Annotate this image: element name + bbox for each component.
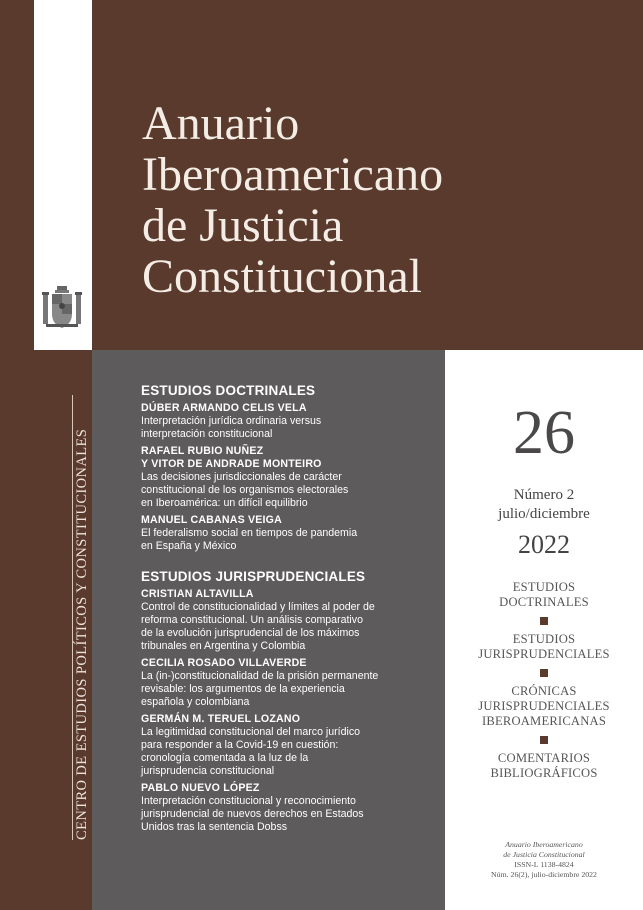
- citation-line: de Justicia Constitucional: [503, 850, 585, 859]
- article-title-line: en España y México: [141, 540, 237, 552]
- section-item-line: JURISPRUDENCIALES: [478, 647, 610, 661]
- article-author: MANUEL CABANAS VEIGA: [141, 514, 282, 526]
- citation-block: [445, 840, 643, 880]
- section-item-line: JURISPRUDENCIALES: [478, 699, 610, 713]
- square-bullet-icon: [540, 669, 548, 677]
- article-title-line: reforma constitucional. Un análisis comparativo: [141, 614, 363, 626]
- title-line: Iberoamericano: [142, 148, 444, 201]
- title-line: Anuario: [142, 97, 300, 150]
- article-author: DÚBER ARMANDO CELIS VELA: [141, 402, 307, 414]
- title-line: Constitucional: [142, 250, 422, 303]
- section-item: [445, 684, 643, 729]
- section-item-line: CRÓNICAS: [511, 684, 577, 698]
- article-title: [141, 415, 431, 441]
- article-author: CRISTIAN ALTAVILLA: [141, 588, 254, 600]
- article-title-line: de la evolución jurisprudencial de los máximos: [141, 627, 360, 639]
- article-title-line: cronología comentada a la luz de la: [141, 752, 309, 764]
- issn-text: ISSN-L 1138-4824: [514, 860, 574, 869]
- issue-year: 2022: [518, 530, 570, 559]
- article-author: CECILIA ROSADO VILLAVERDE: [141, 657, 307, 669]
- citation-line: Anuario Iberoamericano: [505, 840, 583, 849]
- article-title-line: jurisprudencia constitucional: [141, 765, 275, 777]
- article-title-line: jurisprudencial de nuevos derechos en Estados: [141, 808, 364, 820]
- journal-title: [142, 98, 622, 302]
- article-title: [141, 601, 431, 653]
- article-title-line: constitucional de los organismos electorales: [141, 484, 349, 496]
- coat-of-arms-icon: [40, 284, 84, 332]
- author-line: Y VITOR DE ANDRADE MONTEIRO: [141, 458, 322, 470]
- numero-label: Número 2: [513, 487, 575, 503]
- article-author: GERMÁN M. TERUEL LOZANO: [141, 713, 301, 725]
- article-author: [141, 445, 431, 471]
- publisher-vertical-text: CENTRO DE ESTUDIOS POLÍTICOS Y CONSTITUCIONALES: [74, 428, 90, 840]
- section-item: [445, 751, 643, 781]
- article-title-line: La (in-)constitucionalidad de la prisión permanente: [141, 670, 379, 682]
- article-title-line: para responder a la Covid-19 en cuestión:: [141, 739, 339, 751]
- vertical-rule: [72, 395, 73, 840]
- section-heading: ESTUDIOS DOCTRINALES: [141, 383, 316, 398]
- citation-issue: Núm. 26(2), julio-diciembre 2022: [491, 870, 597, 879]
- article-title: [141, 670, 431, 709]
- article-title-line: Las decisiones jurisdiccionales de carácter: [141, 471, 342, 483]
- article-title-line: revisable: los argumentos de la experiencia: [141, 683, 345, 695]
- section-item-line: DOCTRINALES: [499, 595, 589, 609]
- section-item-line: ESTUDIOS: [512, 632, 576, 646]
- author-line: RAFAEL RUBIO NUÑEZ: [141, 445, 264, 457]
- article-title-line: en Iberoamérica: un difícil equilibrio: [141, 497, 308, 509]
- title-line: de Justicia: [142, 199, 344, 252]
- article-title-line: Unidos tras la sentencia Dobss: [141, 821, 288, 833]
- article-author: PABLO NUEVO LÓPEZ: [141, 782, 260, 794]
- section-item-line: COMENTARIOS: [497, 751, 591, 765]
- section-item-line: ESTUDIOS: [512, 580, 576, 594]
- article-title-line: Interpretación constitucional y reconocimiento: [141, 795, 356, 807]
- article-title-line: interpretación constitucional: [141, 428, 273, 440]
- article-title-line: El federalismo social en tiempos de pandemia: [141, 527, 358, 539]
- article-title-line: Control de constitucionalidad y límites al poder de: [141, 601, 375, 613]
- square-bullet-icon: [540, 617, 548, 625]
- article-title: [141, 527, 431, 553]
- article-title: [141, 726, 431, 778]
- issue-details: [445, 486, 643, 524]
- issue-period: julio/diciembre: [498, 506, 590, 522]
- section-item-line: BIBLIOGRÁFICOS: [490, 766, 598, 780]
- issue-number: 26: [513, 399, 575, 467]
- section-list: [445, 580, 643, 781]
- article-title-line: La legitimidad constitucional del marco jurídico: [141, 726, 361, 738]
- section-item: [445, 632, 643, 662]
- section-item: [445, 580, 643, 610]
- section-item-line: IBEROAMERICANAS: [481, 714, 607, 728]
- article-title-line: tribunales en Argentina y Colombia: [141, 640, 306, 652]
- article-title: [141, 795, 431, 834]
- square-bullet-icon: [540, 736, 548, 744]
- article-title-line: española y colombiana: [141, 696, 250, 708]
- article-title: [141, 471, 431, 510]
- table-of-contents: [141, 383, 431, 836]
- article-title-line: Interpretación jurídica ordinaria versus: [141, 415, 322, 427]
- section-heading: ESTUDIOS JURISPRUDENCIALES: [141, 569, 366, 584]
